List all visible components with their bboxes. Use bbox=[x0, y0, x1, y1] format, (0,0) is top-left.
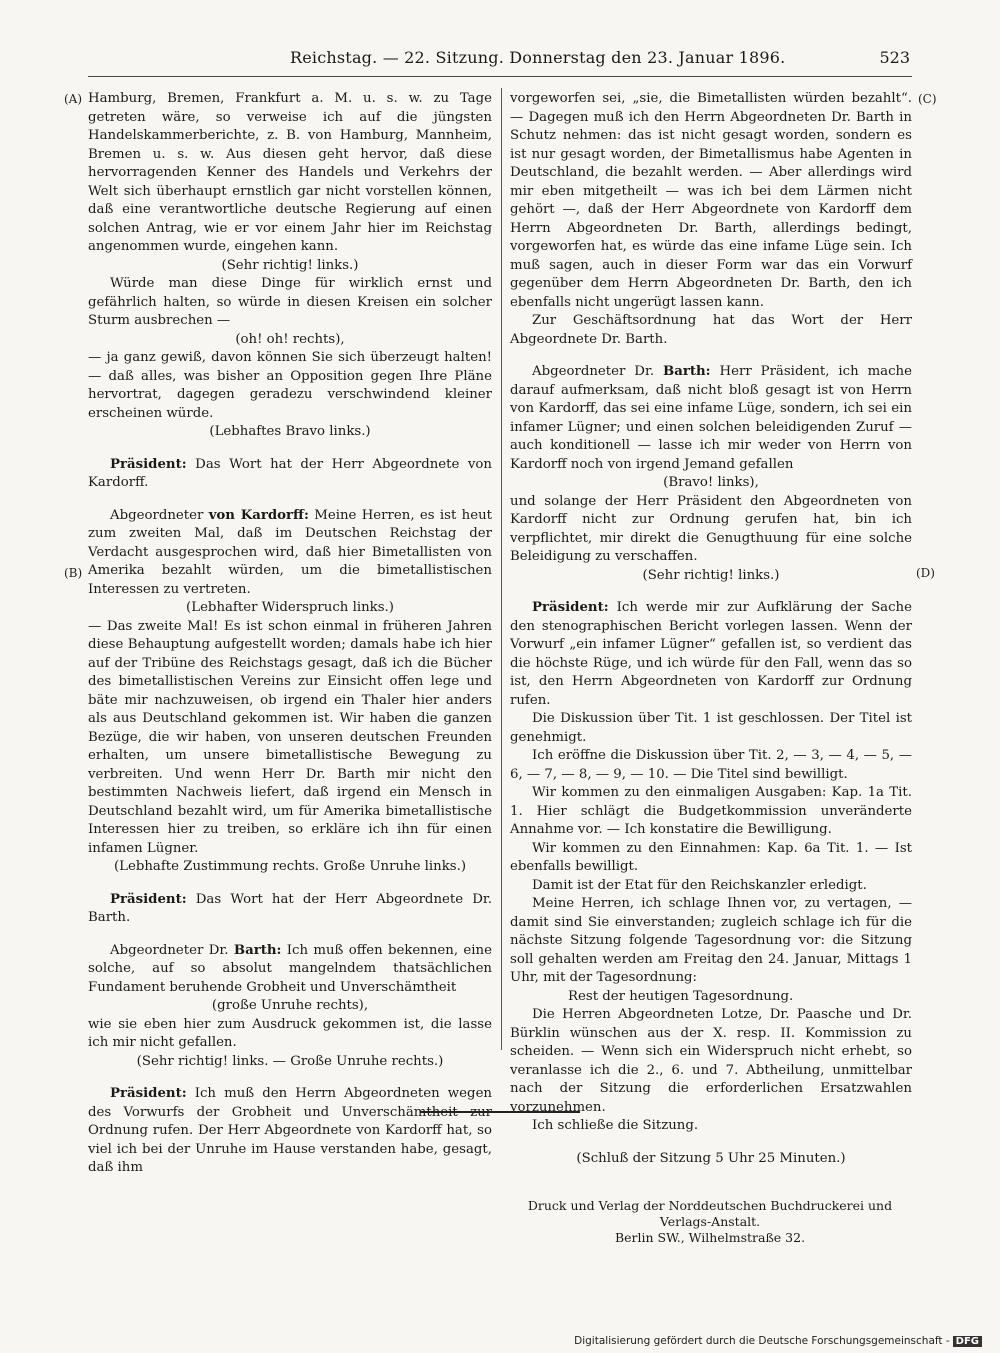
speaker-paragraph: Abgeordneter Dr. Barth: Herr Präsident, ich mache darauf aufmerksam, daß nicht bloß gesagt ist von Herrn von Kardorff, das sei eine infame Lüge, sondern, ich sei ein infamer Lügner; und einen solchen beleidigenden Zuruf — auch konditionell — lasse ich mir weder von Herrn von Kardorff noch von irgend Jemand gefallen bbox=[510, 364, 912, 472]
closing-rule bbox=[420, 1111, 580, 1113]
speaker-paragraph: Präsident: Ich werde mir zur Aufklärung der Sache den stenographischen Bericht vorlegen lassen. Wenn der Vorwurf „ein infamer Lügner“ gefallen ist, so verdient das die höchste Rüge, und ich würde für den Fall, wenn das so ist, den Herrn Abgeordneten von Kardorff zur Ordnung rufen. bbox=[510, 600, 912, 708]
margin-mark-d: (D) bbox=[916, 566, 935, 580]
interjection: (Lebhaftes Bravo links.) bbox=[209, 424, 371, 439]
speaker-paragraph: Präsident: Das Wort hat der Herr Abgeordnete Dr. Barth. bbox=[88, 891, 492, 925]
header-title: Reichstag. — 22. Sitzung. Donnerstag den 23. Januar 1896. bbox=[290, 48, 786, 67]
paragraph: Ich schließe die Sitzung. bbox=[532, 1118, 699, 1133]
imprint-line: Druck und Verlag der Norddeutschen Buchdruckerei und Verlags-Anstalt. bbox=[527, 1198, 893, 1229]
margin-mark-c: (C) bbox=[918, 92, 937, 106]
paragraph: Wir kommen zu den einmaligen Ausgaben: Kap. 1a Tit. 1. Hier schlägt die Budgetkommission unveränderte Annahme vor. — Ich konstatire die Bewilligung. bbox=[510, 785, 912, 837]
paragraph: wie sie eben hier zum Ausdruck gekommen ist, die lasse ich mir nicht gefallen. bbox=[88, 1016, 492, 1050]
interjection: (Lebhafte Zustimmung rechts. Große Unruhe links.) bbox=[113, 859, 467, 874]
paragraph: Hamburg, Bremen, Frankfurt a. M. u. s. w. zu Tage getreten wäre, so verweise ich auf die jüngsten Handelskammerberichte, z. B. von Hamburg, Mannheim, Bremen u. s. w. Aus diesen geht hervor, daß diese hervorragenden Kenner des Handels und Verkehrs der Welt sich überhaupt ernstlich gar nicht vorstellen können, daß eine verantwortliche deutsche Regierung auf einen solchen Antrag, wie er vor einem Jahr hier im Reichstag angenommen wurde, eingehen kann. bbox=[88, 91, 492, 254]
paragraph: — ja ganz gewiß, davon können Sie sich überzeugt halten! — daß alles, was bisher an Opposition gegen Ihre Pläne hervortrat, dagegen geradezu verschwindend kleiner erscheinen würde. bbox=[88, 350, 492, 421]
interjection: (Sehr richtig! links.) bbox=[221, 257, 359, 273]
dfg-credit bbox=[574, 1335, 982, 1347]
speaker-paragraph: Präsident: Ich muß den Herrn Abgeordneten wegen des Vorwurfs der Grobheit und Unverschämtheit zur Ordnung rufen. Der Herr Abgeordnete von Kardorff hat, so viel ich bei der Unruhe im Hause verstanden habe, gesagt, daß ihm bbox=[88, 1086, 492, 1175]
interjection: (Sehr richtig! links.) bbox=[642, 567, 780, 583]
paragraph: und solange der Herr Präsident den Abgeordneten von Kardorff nicht zur Ordnung gerufen hat, bin ich verpflichtet, mir direkt die Genugthuung für eine solche Beleidigung zu verschaffen. bbox=[510, 493, 912, 564]
paragraph: Die Diskussion über Tit. 1 ist geschlossen. Der Titel ist genehmigt. bbox=[510, 711, 912, 745]
header-rule bbox=[88, 76, 912, 77]
interjection: (Bravo! links), bbox=[663, 475, 759, 490]
page-number: 523 bbox=[879, 48, 910, 67]
speaker-name: Präsident: bbox=[110, 1086, 187, 1101]
paragraph: Die Herren Abgeordneten Lotze, Dr. Paasche und Dr. Bürklin wünschen aus der X. resp. II. Kommission zu scheiden. — Wenn sich ein Widerspruch nicht erhebt, so veranlasse ich die 2., 6. und 7. Abtheilung, unmittelbar nach der Sitzung die erforderlichen Ersatzwahlen vorzunehmen. bbox=[510, 1007, 912, 1115]
speaker-paragraph: Präsident: Das Wort hat der Herr Abgeordnete von Kardorff. bbox=[88, 456, 492, 490]
imprint bbox=[505, 1198, 915, 1246]
speaker-paragraph: Abgeordneter Dr. Barth: Ich muß offen bekennen, eine solche, auf so absolut mangelndem thatsächlichen Fundament beruhende Grobheit und Unverschämtheit bbox=[88, 942, 492, 995]
speaker-name: Barth: bbox=[233, 942, 282, 958]
speaker-name: Barth: bbox=[663, 364, 711, 379]
margin-mark-a: (A) bbox=[64, 92, 83, 106]
paragraph: — Das zweite Mal! Es ist schon einmal in früheren Jahren diese Behauptung aufgestellt worden; damals habe ich hier auf der Tribüne des Reichstags gesagt, daß ich die Bücher des bimetallistischen Vereins zur Einsicht offen lege und bäte mir nachzuweisen, ob irgend ein Thaler hier anders als aus Deutschland gekommen ist. Wir haben die ganzen Bezüge, die wir haben, von unseren deutschen Freunden erhalten, um unsere bimetallistische Bewegung zu verbreiten. Und wenn Herr Dr. Barth mir nicht den bestimmten Nachweis liefert, daß irgend ein Mensch in Deutschland bezahlt wird, um für Amerika bimetallistische Interessen hier zu treiben, so erkläre ich ihn für einen infamen Lügner. bbox=[88, 618, 492, 856]
paragraph: Würde man diese Dinge für wirklich ernst und gefährlich halten, so würde in diesen Kreisen ein solcher Sturm ausbrechen — bbox=[88, 276, 492, 328]
agenda-item: Rest der heutigen Tagesordnung. bbox=[568, 988, 794, 1004]
margin-mark-b: (B) bbox=[64, 566, 83, 580]
speaker-name: Präsident: bbox=[110, 456, 187, 472]
interjection: (Sehr richtig! links. — Große Unruhe rechts.) bbox=[136, 1053, 444, 1069]
interjection: (oh! oh! rechts), bbox=[235, 331, 345, 347]
paragraph: Zur Geschäftsordnung hat das Wort der Herr Abgeordnete Dr. Barth. bbox=[510, 313, 912, 347]
running-header bbox=[90, 48, 910, 72]
column-divider bbox=[501, 88, 502, 1050]
paragraph: vorgeworfen sei, „sie, die Bimetallisten würden bezahlt“. — Dagegen muß ich den Herrn Abgeordneten Dr. Barth in Schutz nehmen: das ist nicht gesagt worden, sondern es ist nur gesagt worden, der Bimetallismus habe Agenten in Deutschland, die bezahlt werden. — Aber allerdings wird mir eben mitgetheilt — was ich bei dem Lärmen nicht gehört —, daß der Herr Abgeordnete von Kardorff dem Herrn Abgeordneten Dr. Barth, allerdings bedingt, vorgeworfen hat, es würde das eine infame Lüge sein. Ich muß sagen, auch in dieser Form war das ein Vorwurf gegenüber dem Herrn Abgeordneten Dr. Barth, den ich ebenfalls nicht ungerügt lassen kann. bbox=[510, 91, 912, 310]
session-close-note: (Schluß der Sitzung 5 Uhr 25 Minuten.) bbox=[576, 1150, 846, 1166]
paragraph: Wir kommen zu den Einnahmen: Kap. 6a Tit. 1. — Ist ebenfalls bewilligt. bbox=[510, 840, 912, 874]
imprint-line: Berlin SW., Wilhelmstraße 32. bbox=[614, 1230, 806, 1245]
speaker-name: von Kardorff: bbox=[208, 507, 309, 523]
interjection: (Lebhafter Widerspruch links.) bbox=[186, 600, 394, 615]
interjection: (große Unruhe rechts), bbox=[211, 998, 369, 1013]
paragraph: Meine Herren, ich schlage Ihnen vor, zu vertagen, — damit sind Sie einverstanden; zugleich schlage ich für die nächste Sitzung folgende Tagesordnung vor: die Sitzung soll gehalten werden am Freitag den 24. Januar, Mittags 1 Uhr, mit der Tagesordnung: bbox=[510, 896, 912, 985]
right-column bbox=[510, 90, 912, 1168]
left-column bbox=[88, 90, 492, 1178]
speaker-paragraph: Abgeordneter von Kardorff: Meine Herren, es ist heut zum zweiten Mal, daß im Deutschen Reichstag der Verdacht ausgesprochen wird, daß hier Bimetallisten von Amerika bezahlt würden, um die bimetallistischen Interessen zu vertreten. bbox=[88, 507, 492, 597]
speaker-name: Präsident: bbox=[532, 600, 609, 615]
dfg-logo: DFG bbox=[953, 1336, 982, 1347]
paragraph: Ich eröffne die Diskussion über Tit. 2, — 3, — 4, — 5, — 6, — 7, — 8, — 9, — 10. — Die Titel sind bewilligt. bbox=[510, 748, 912, 782]
dfg-credit-text: Digitalisierung gefördert durch die Deutsche Forschungsgemeinschaft - bbox=[574, 1335, 950, 1347]
paragraph: Damit ist der Etat für den Reichskanzler erledigt. bbox=[532, 877, 867, 893]
speaker-name: Präsident: bbox=[110, 891, 187, 907]
